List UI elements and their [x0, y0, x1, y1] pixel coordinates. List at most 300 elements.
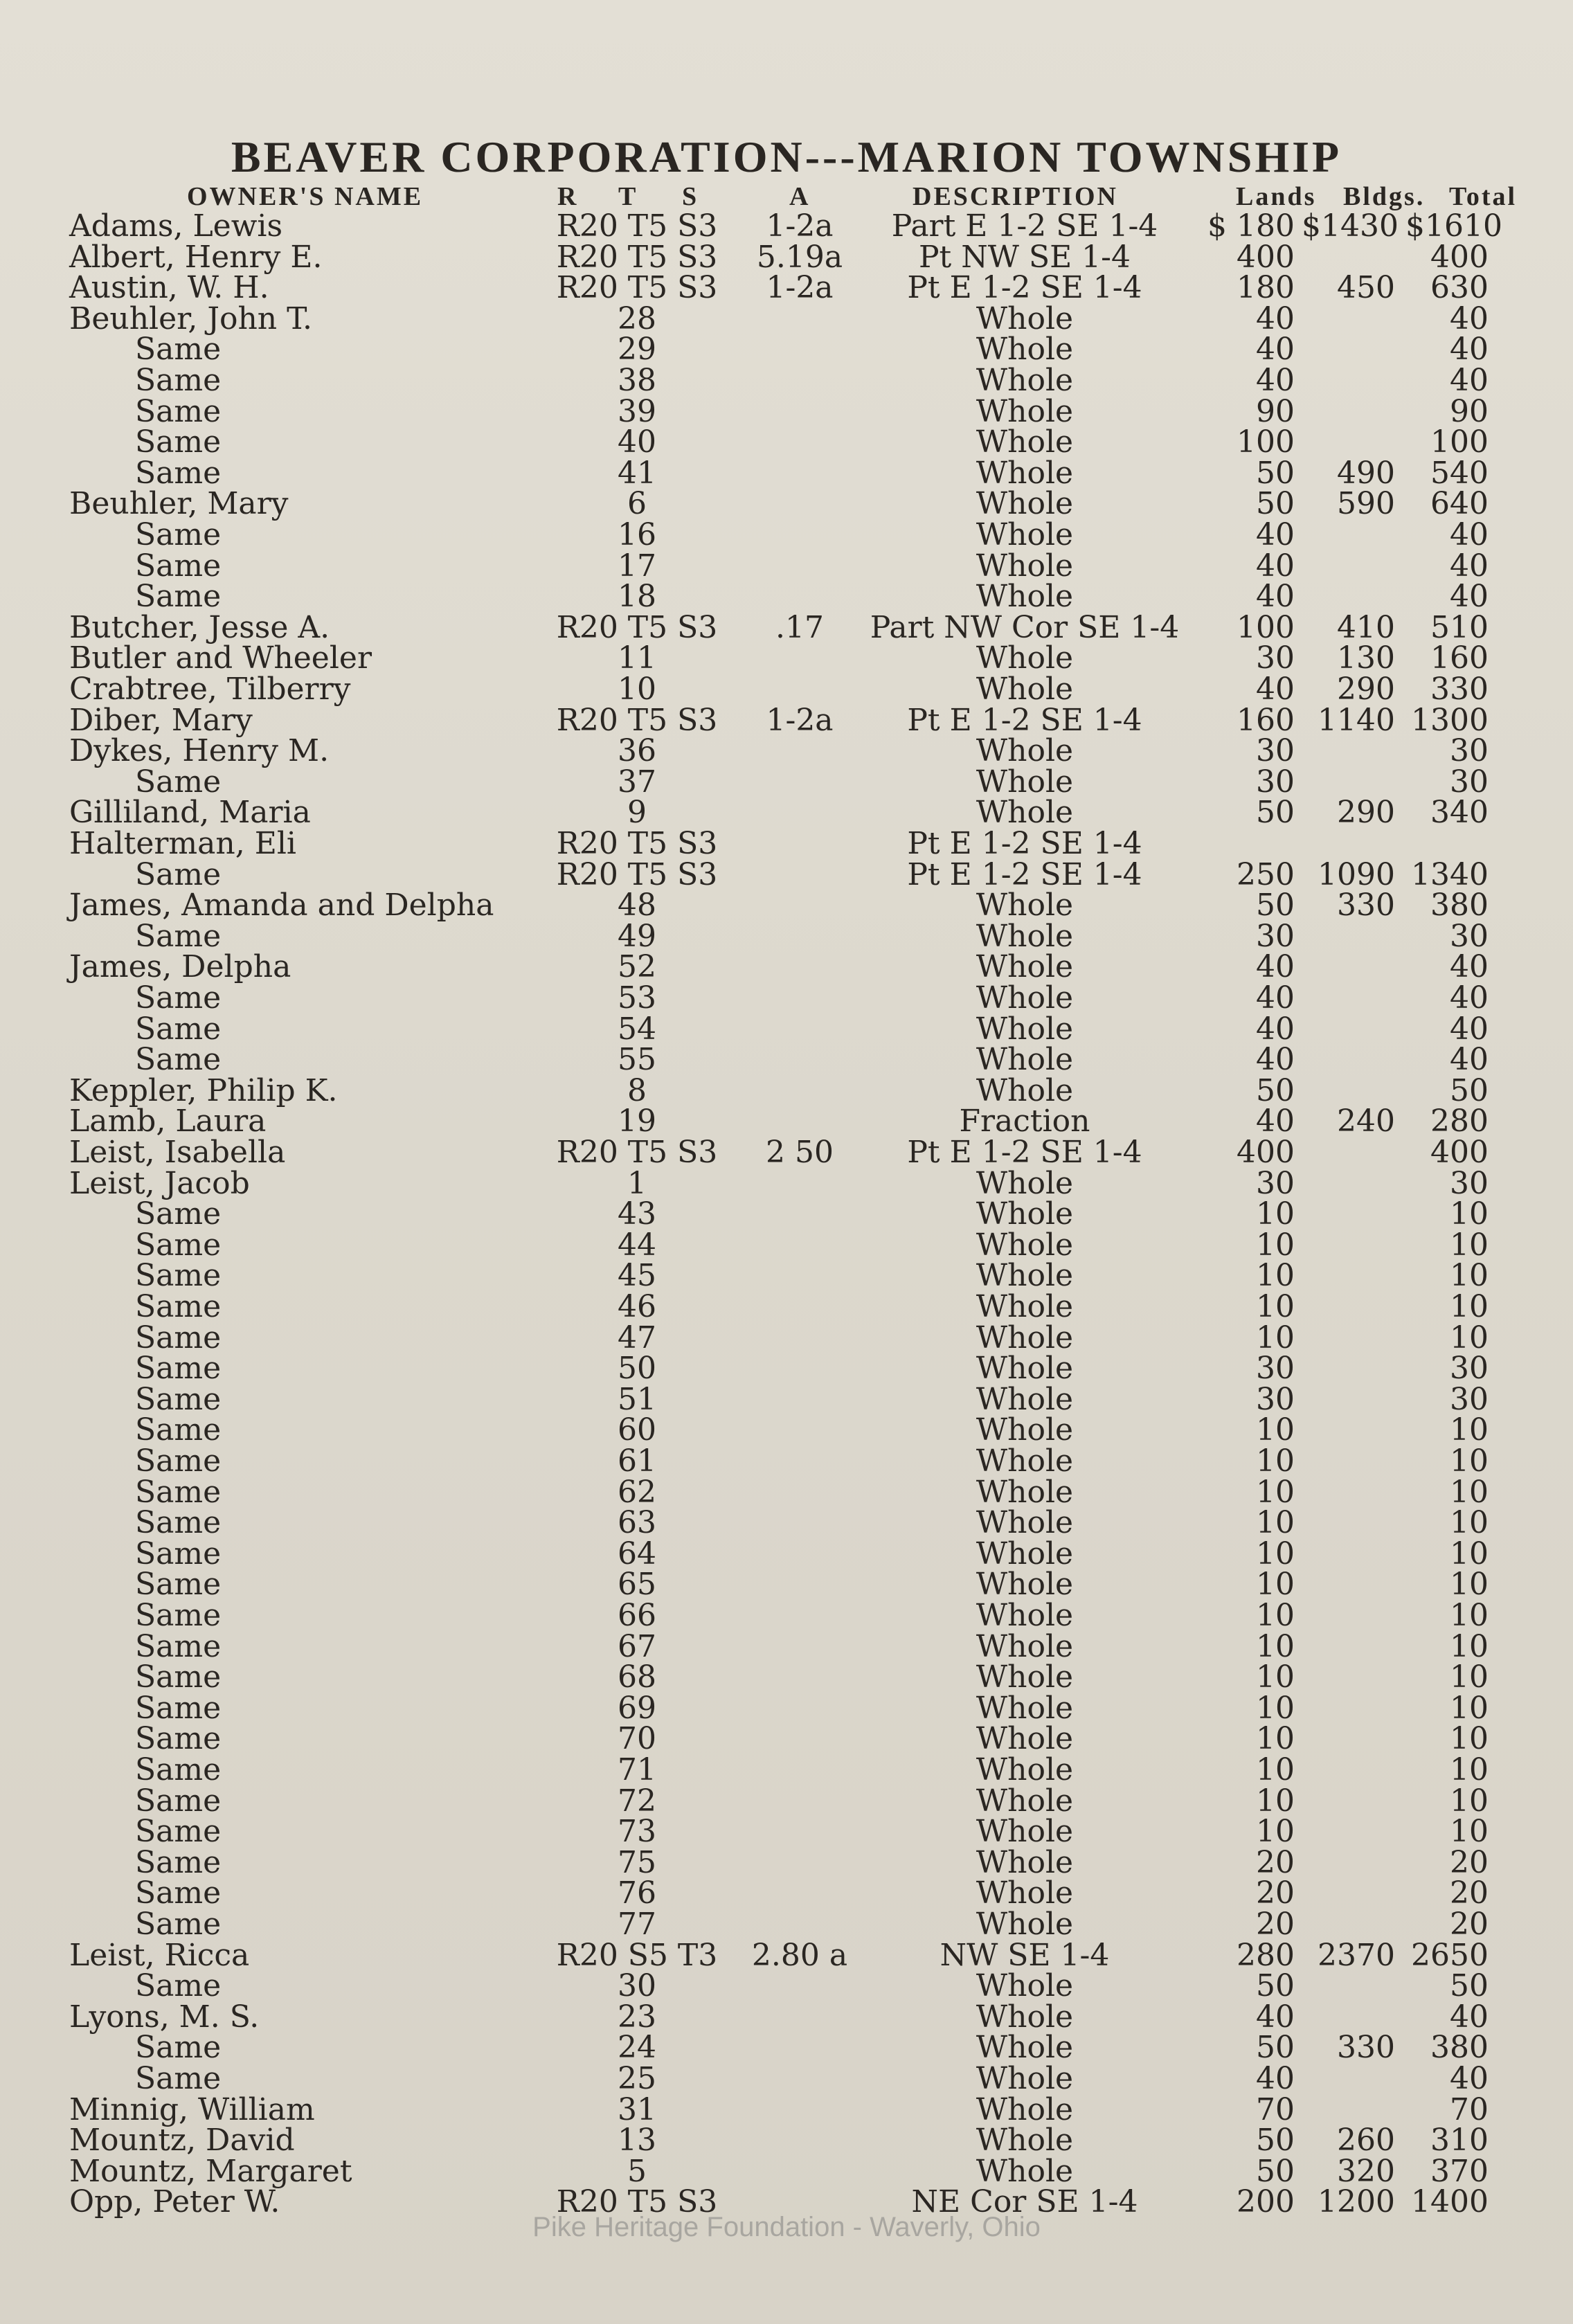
rts-cell: R20 T5 S3	[556, 703, 718, 738]
rts-cell: 25	[618, 2061, 656, 2096]
lands-value: 20	[1256, 1875, 1295, 1911]
lands-value: 40	[1256, 2061, 1295, 2096]
header-owner: OWNER'S NAME	[187, 182, 424, 211]
total-value: 400	[1430, 1135, 1489, 1170]
description-cell: Whole	[976, 1875, 1074, 1911]
owner-name: Same	[135, 1814, 222, 1849]
rts-cell: 41	[618, 456, 656, 491]
rts-cell: 6	[627, 486, 647, 521]
total-value: 100	[1430, 424, 1489, 460]
header-a: A	[789, 182, 811, 211]
bldgs-value: 290	[1337, 672, 1395, 707]
rts-cell: 5	[627, 2154, 647, 2189]
rts-cell: 60	[618, 1412, 656, 1448]
rts-cell: R20 T5 S3	[556, 208, 718, 244]
owner-name: Mountz, Margaret	[69, 2154, 352, 2189]
lands-value: 30	[1256, 733, 1295, 768]
rts-cell: R20 S5 T3	[556, 1938, 718, 1973]
owner-name: Same	[135, 1875, 222, 1911]
description-cell: Whole	[976, 1475, 1074, 1510]
lands-value: 40	[1256, 949, 1295, 984]
table-row	[0, 2061, 1573, 2096]
owner-name: Same	[135, 579, 222, 614]
table-row	[0, 674, 1573, 705]
lands-value: 70	[1256, 2092, 1295, 2127]
rts-cell: 70	[618, 1721, 656, 1756]
rts-cell: 16	[618, 517, 656, 552]
rts-cell: 64	[618, 1536, 656, 1571]
total-value: 30	[1450, 764, 1489, 800]
rts-cell: 65	[618, 1567, 656, 1602]
owner-name: Lyons, M. S.	[69, 1999, 260, 2035]
table-row	[0, 1659, 1573, 1695]
rts-cell: 44	[618, 1227, 656, 1263]
total-value: 10	[1450, 1567, 1489, 1602]
total-value: 280	[1430, 1104, 1489, 1139]
acres-cell: 2 50	[766, 1135, 834, 1170]
rts-cell: 47	[618, 1320, 656, 1355]
total-value: 40	[1450, 1011, 1489, 1047]
owner-name: Adams, Lewis	[69, 208, 283, 244]
owner-name: Same	[135, 1567, 222, 1602]
owner-name: Minnig, William	[69, 2092, 315, 2127]
header-bldgs: Bldgs.	[1343, 182, 1426, 211]
owner-name: Same	[135, 2061, 222, 2096]
header-t: T	[618, 182, 638, 211]
description-cell: Whole	[976, 1042, 1074, 1077]
description-cell: Whole	[976, 1968, 1074, 2003]
bldgs-value: 290	[1337, 795, 1395, 830]
description-cell: Whole	[976, 1814, 1074, 1849]
rts-cell: 43	[618, 1196, 656, 1232]
bldgs-value: 320	[1337, 2154, 1395, 2189]
owner-name: Same	[135, 517, 222, 552]
owner-name: Same	[135, 1011, 222, 1047]
table-row	[0, 2030, 1573, 2065]
owner-name: Same	[135, 1721, 222, 1756]
rts-cell: R20 T5 S3	[556, 270, 718, 305]
bldgs-value: 330	[1337, 2030, 1395, 2065]
owner-name: Same	[135, 1752, 222, 1787]
rts-cell: R20 T5 S3	[556, 1135, 718, 1170]
owner-name: Same	[135, 1505, 222, 1540]
description-cell: Part E 1-2 SE 1-4	[891, 208, 1158, 244]
acres-cell: 1-2a	[766, 208, 834, 244]
description-cell: Pt E 1-2 SE 1-4	[907, 857, 1142, 892]
total-value: 380	[1430, 2030, 1489, 2065]
owner-name: Albert, Henry E.	[69, 240, 323, 275]
total-value: 40	[1450, 1042, 1489, 1077]
rts-cell: R20 T5 S3	[556, 826, 718, 861]
lands-value: 40	[1256, 1104, 1295, 1139]
table-row	[0, 795, 1573, 830]
description-cell: Whole	[976, 332, 1074, 367]
description-cell: Whole	[976, 1289, 1074, 1324]
owner-name: Same	[135, 363, 222, 398]
owner-name: Same	[135, 1659, 222, 1695]
table-row	[0, 424, 1573, 460]
owner-name: Same	[135, 332, 222, 367]
table-row	[0, 2156, 1573, 2187]
rts-cell: 37	[618, 764, 656, 800]
owner-name: Same	[135, 857, 222, 892]
description-cell: Pt E 1-2 SE 1-4	[907, 826, 1142, 861]
description-cell: Whole	[976, 1691, 1074, 1726]
table-row	[0, 1721, 1573, 1756]
owner-name: Same	[135, 1845, 222, 1880]
owner-name: Diber, Mary	[69, 703, 253, 738]
description-cell: Whole	[976, 1196, 1074, 1232]
bldgs-value: 1200	[1318, 2184, 1395, 2219]
lands-value: 10	[1256, 1691, 1295, 1726]
description-cell: Whole	[976, 2030, 1074, 2065]
description-cell: NE Cor SE 1-4	[911, 2184, 1138, 2219]
header-total: Total	[1449, 182, 1518, 211]
owner-name: Same	[135, 548, 222, 584]
total-value: 50	[1450, 1073, 1489, 1108]
description-cell: Whole	[976, 1629, 1074, 1664]
rts-cell: 19	[618, 1104, 656, 1139]
rts-cell: 63	[618, 1505, 656, 1540]
table-row	[0, 1999, 1573, 2035]
lands-value: 50	[1256, 2123, 1295, 2158]
table-row	[0, 980, 1573, 1016]
total-value: 10	[1450, 1721, 1489, 1756]
bldgs-value: $1430	[1302, 208, 1399, 244]
table-row	[0, 1011, 1573, 1047]
rts-cell: 66	[618, 1598, 656, 1633]
total-value: 10	[1450, 1536, 1489, 1571]
table-row	[0, 1845, 1573, 1880]
total-value: 10	[1450, 1783, 1489, 1819]
total-value: 10	[1450, 1258, 1489, 1293]
lands-value: 50	[1256, 1073, 1295, 1108]
total-value: 40	[1450, 2061, 1489, 2096]
table-row	[0, 242, 1573, 273]
owner-name: Austin, W. H.	[69, 270, 269, 305]
description-cell: Whole	[976, 1536, 1074, 1571]
lands-value: 30	[1256, 764, 1295, 800]
lands-value: 50	[1256, 888, 1295, 923]
description-cell: Pt E 1-2 SE 1-4	[907, 703, 1142, 738]
total-value: 40	[1450, 1999, 1489, 2035]
lands-value: 180	[1237, 270, 1295, 305]
lands-value: 50	[1256, 1968, 1295, 2003]
total-value: 400	[1430, 240, 1489, 275]
description-cell: Pt NW SE 1-4	[918, 240, 1131, 275]
total-value: 40	[1450, 363, 1489, 398]
owner-name: Same	[135, 1475, 222, 1510]
total-value: 2650	[1411, 1938, 1489, 1973]
table-row	[0, 1783, 1573, 1819]
total-value: 10	[1450, 1443, 1489, 1479]
description-cell: Whole	[976, 1999, 1074, 2035]
total-value: 340	[1430, 795, 1489, 830]
description-cell: Whole	[976, 424, 1074, 460]
table-row	[0, 1289, 1573, 1324]
header-r: R	[557, 182, 579, 211]
table-row	[0, 1569, 1573, 1600]
lands-value: 90	[1256, 394, 1295, 429]
rts-cell: 52	[618, 949, 656, 984]
bldgs-value: 450	[1337, 270, 1395, 305]
description-cell: Whole	[976, 1598, 1074, 1633]
table-row	[0, 2125, 1573, 2156]
description-cell: Whole	[976, 1227, 1074, 1263]
rts-cell: R20 T5 S3	[556, 240, 718, 275]
owner-name: Same	[135, 980, 222, 1016]
lands-value: 10	[1256, 1783, 1295, 1819]
owner-name: Halterman, Eli	[69, 826, 296, 861]
table-row	[0, 1443, 1573, 1479]
description-cell: Whole	[976, 1721, 1074, 1756]
bldgs-value: 130	[1337, 640, 1395, 676]
lands-value: 50	[1256, 486, 1295, 521]
table-row	[0, 921, 1573, 952]
description-cell: Whole	[976, 2092, 1074, 2127]
rts-cell: 24	[618, 2030, 656, 2065]
lands-value: 250	[1237, 857, 1295, 892]
rts-cell: 23	[618, 1999, 656, 2035]
rts-cell: 61	[618, 1443, 656, 1479]
rts-cell: 17	[618, 548, 656, 584]
owner-name: Dykes, Henry M.	[69, 733, 330, 768]
total-value: 10	[1450, 1412, 1489, 1448]
owner-name: Leist, Ricca	[69, 1938, 250, 1973]
acres-cell: 2.80 a	[751, 1938, 848, 1973]
total-value: 1340	[1411, 857, 1489, 892]
lands-value: 10	[1256, 1721, 1295, 1756]
table-row	[0, 1598, 1573, 1633]
rts-cell: 39	[618, 394, 656, 429]
description-cell: Whole	[976, 1382, 1074, 1417]
total-value: 540	[1430, 456, 1489, 491]
rts-cell: 68	[618, 1659, 656, 1695]
table-row	[0, 301, 1573, 336]
description-cell: Whole	[976, 1567, 1074, 1602]
rts-cell: 46	[618, 1289, 656, 1324]
lands-value: 40	[1256, 1999, 1295, 2035]
table-row	[0, 334, 1573, 365]
rts-cell: 53	[618, 980, 656, 1016]
header-lands: Lands	[1236, 182, 1317, 211]
lands-value: 40	[1256, 301, 1295, 336]
description-cell: Whole	[976, 980, 1074, 1016]
total-value: 70	[1450, 2092, 1489, 2127]
description-cell: Whole	[976, 1783, 1074, 1819]
owner-name: Same	[135, 1412, 222, 1448]
owner-name: Same	[135, 919, 222, 954]
owner-name: Same	[135, 1196, 222, 1232]
total-value: 40	[1450, 980, 1489, 1016]
table-row	[0, 1505, 1573, 1540]
description-cell: Whole	[976, 1412, 1074, 1448]
owner-name: Same	[135, 1351, 222, 1386]
rts-cell: 38	[618, 363, 656, 398]
description-cell: Whole	[976, 548, 1074, 584]
total-value: 330	[1430, 672, 1489, 707]
acres-cell: 1-2a	[766, 270, 834, 305]
bldgs-value: 240	[1337, 1104, 1395, 1139]
owner-name: Opp, Peter W.	[69, 2184, 280, 2219]
table-row	[0, 857, 1573, 892]
total-value: 10	[1450, 1752, 1489, 1787]
lands-value: 40	[1256, 579, 1295, 614]
table-row	[0, 1382, 1573, 1417]
total-value: 510	[1430, 610, 1489, 645]
lands-value: 30	[1256, 1351, 1295, 1386]
lands-value: 10	[1256, 1227, 1295, 1263]
rts-cell: 67	[618, 1629, 656, 1664]
description-cell: Whole	[976, 1073, 1074, 1108]
total-value: 30	[1450, 733, 1489, 768]
owner-name: Same	[135, 1907, 222, 1942]
description-cell: Whole	[976, 456, 1074, 491]
description-cell: Whole	[976, 888, 1074, 923]
rts-cell: 76	[618, 1875, 656, 1911]
total-value: 10	[1450, 1814, 1489, 1849]
table-row	[0, 1073, 1573, 1108]
table-row	[0, 1477, 1573, 1508]
lands-value: 400	[1237, 1135, 1295, 1170]
owner-name: Same	[135, 1320, 222, 1355]
total-value: 10	[1450, 1691, 1489, 1726]
lands-value: 100	[1237, 424, 1295, 460]
header-s: S	[682, 182, 699, 211]
owner-name: Keppler, Philip K.	[69, 1073, 338, 1108]
owner-name: Same	[135, 1443, 222, 1479]
table-row	[0, 1227, 1573, 1263]
description-cell: Whole	[976, 517, 1074, 552]
acres-cell: 5.19a	[756, 240, 843, 275]
rts-cell: 49	[618, 919, 656, 954]
table-row	[0, 2092, 1573, 2127]
rts-cell: 71	[618, 1752, 656, 1787]
lands-value: 10	[1256, 1475, 1295, 1510]
owner-name: Same	[135, 1598, 222, 1633]
rts-cell: 50	[618, 1351, 656, 1386]
rts-cell: 29	[618, 332, 656, 367]
total-value: 20	[1450, 1845, 1489, 1880]
total-value: 10	[1450, 1227, 1489, 1263]
table-row	[0, 1137, 1573, 1168]
table-row	[0, 1875, 1573, 1911]
lands-value: 40	[1256, 672, 1295, 707]
lands-value: 400	[1237, 240, 1295, 275]
owner-name: Same	[135, 1042, 222, 1077]
table-row	[0, 458, 1573, 489]
table-row	[0, 1752, 1573, 1787]
table-row	[0, 1166, 1573, 1201]
table-row	[0, 764, 1573, 800]
description-cell: Whole	[976, 1907, 1074, 1942]
rts-cell: 48	[618, 888, 656, 923]
table-row	[0, 1258, 1573, 1293]
lands-value: 10	[1256, 1289, 1295, 1324]
description-cell: Whole	[976, 1011, 1074, 1047]
rts-cell: 9	[627, 795, 647, 830]
description-cell: Whole	[976, 1166, 1074, 1201]
table-row	[0, 1106, 1573, 1137]
description-cell: Whole	[976, 2123, 1074, 2158]
description-cell: Whole	[976, 795, 1074, 830]
lands-value: 10	[1256, 1196, 1295, 1232]
lands-value: 40	[1256, 1042, 1295, 1077]
total-value: 40	[1450, 301, 1489, 336]
owner-name: Same	[135, 1783, 222, 1819]
owner-name: Same	[135, 764, 222, 800]
rts-cell: 69	[618, 1691, 656, 1726]
table-row	[0, 548, 1573, 584]
lands-value: 10	[1256, 1505, 1295, 1540]
owner-name: Same	[135, 1289, 222, 1324]
table-row	[0, 1042, 1573, 1077]
rts-cell: R20 T5 S3	[556, 2184, 718, 2219]
rts-cell: 40	[618, 424, 656, 460]
owner-name: Same	[135, 1629, 222, 1664]
rts-cell: 75	[618, 1845, 656, 1880]
rts-cell: 73	[618, 1814, 656, 1849]
bldgs-value: 590	[1337, 486, 1395, 521]
description-cell: Whole	[976, 672, 1074, 707]
description-cell: Whole	[976, 1320, 1074, 1355]
rts-cell: 72	[618, 1783, 656, 1819]
lands-value: 50	[1256, 456, 1295, 491]
description-cell: Whole	[976, 949, 1074, 984]
rts-cell: 51	[618, 1382, 656, 1417]
lands-value: 40	[1256, 548, 1295, 584]
lands-value: 40	[1256, 332, 1295, 367]
lands-value: $ 180	[1207, 208, 1295, 244]
rts-cell: 36	[618, 733, 656, 768]
table-row	[0, 1412, 1573, 1448]
description-cell: Whole	[976, 1443, 1074, 1479]
lands-value: 10	[1256, 1567, 1295, 1602]
description-cell: Whole	[976, 2154, 1074, 2189]
rts-cell: 77	[618, 1907, 656, 1942]
bldgs-value: 2370	[1318, 1938, 1395, 1973]
owner-name: Same	[135, 394, 222, 429]
table-row	[0, 486, 1573, 521]
total-value: 30	[1450, 1166, 1489, 1201]
description-cell: Whole	[976, 1659, 1074, 1695]
acres-cell: .17	[775, 610, 824, 645]
description-cell: Whole	[976, 1752, 1074, 1787]
lands-value: 30	[1256, 919, 1295, 954]
total-value: 10	[1450, 1475, 1489, 1510]
lands-value: 10	[1256, 1536, 1295, 1571]
bldgs-value: 330	[1337, 888, 1395, 923]
total-value: 10	[1450, 1320, 1489, 1355]
total-value: 10	[1450, 1289, 1489, 1324]
total-value: 310	[1430, 2123, 1489, 2158]
owner-name: Same	[135, 456, 222, 491]
table-row	[0, 1693, 1573, 1724]
total-value: 30	[1450, 1382, 1489, 1417]
lands-value: 10	[1256, 1814, 1295, 1849]
lands-value: 10	[1256, 1598, 1295, 1633]
table-row	[0, 705, 1573, 736]
owner-name: Gilliland, Maria	[69, 795, 311, 830]
total-value: 10	[1450, 1629, 1489, 1664]
rts-cell: 8	[627, 1073, 647, 1108]
bldgs-value: 410	[1337, 610, 1395, 645]
lands-value: 10	[1256, 1659, 1295, 1695]
total-value: 20	[1450, 1875, 1489, 1911]
bldgs-value: 1140	[1318, 703, 1395, 738]
lands-value: 10	[1256, 1412, 1295, 1448]
description-cell: Whole	[976, 640, 1074, 676]
